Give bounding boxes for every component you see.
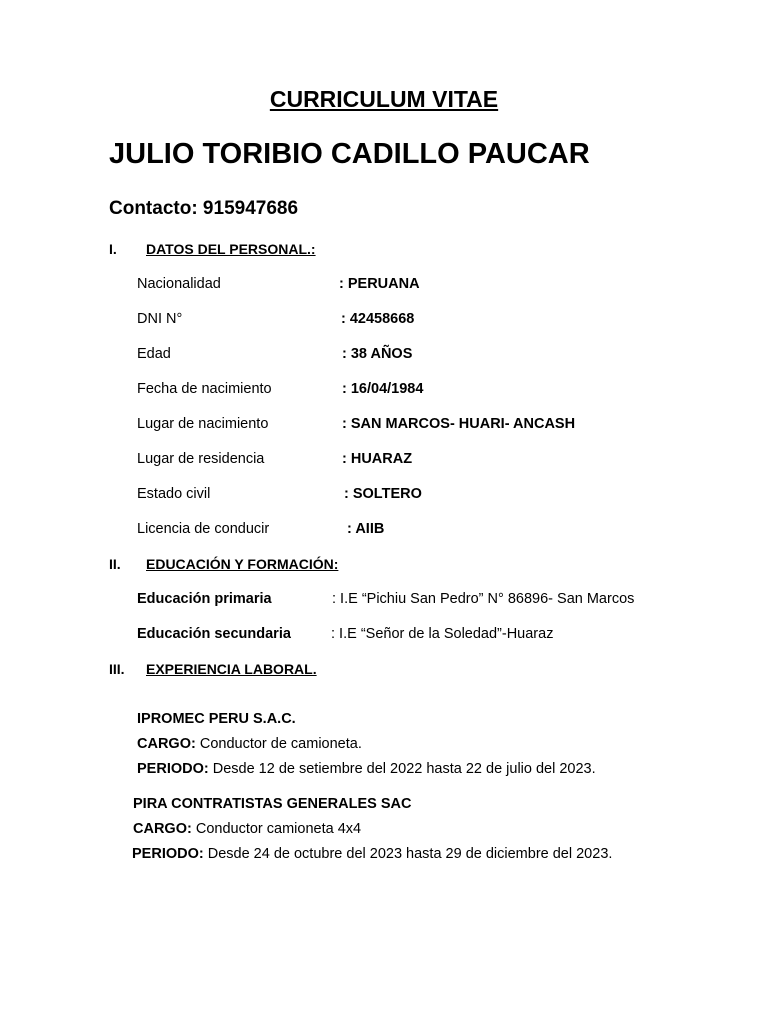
personal-value-licencia: : AIIB <box>347 521 385 537</box>
candidate-name: JULIO TORIBIO CADILLO PAUCAR <box>109 138 590 170</box>
section-number-education: II. <box>109 556 121 572</box>
education-value-secundaria: : I.E “Señor de la Soledad”-Huaraz <box>331 626 554 642</box>
personal-label-licencia: Licencia de conducir <box>137 521 270 537</box>
personal-value-fecha-nacimiento: : 16/04/1984 <box>342 381 424 397</box>
personal-label-lugar-nacimiento: Lugar de nacimiento <box>137 416 269 432</box>
personal-label-nacionalidad: Nacionalidad <box>137 276 221 292</box>
education-label-primaria: Educación primaria <box>137 591 272 607</box>
personal-label-lugar-residencia: Lugar de residencia <box>137 451 265 467</box>
personal-value-dni: : 42458668 <box>341 311 415 327</box>
contact-line: Contacto: 915947686 <box>109 198 299 219</box>
job-cargo-value: Conductor de camioneta. <box>195 736 362 752</box>
section-title-personal: DATOS DEL PERSONAL.: <box>146 241 316 257</box>
job-cargo-line <box>137 736 362 752</box>
personal-value-nacionalidad: : PERUANA <box>339 276 420 292</box>
job-cargo-label: CARGO: <box>133 821 192 837</box>
job-periodo-line <box>137 761 596 777</box>
personal-value-lugar-nacimiento: : SAN MARCOS- HUARI- ANCASH <box>342 416 576 432</box>
job-periodo-value: Desde 12 de setiembre del 2022 hasta 22 de julio del 2023. <box>208 761 596 777</box>
personal-label-dni: DNI N° <box>137 311 183 327</box>
section-title-education: EDUCACIÓN Y FORMACIÓN: <box>146 556 339 572</box>
personal-value-lugar-residencia: : HUARAZ <box>342 451 413 467</box>
personal-value-estado-civil: : SOLTERO <box>344 486 422 502</box>
document-title: CURRICULUM VITAE <box>269 86 499 112</box>
personal-label-fecha-nacimiento: Fecha de nacimiento <box>137 381 272 397</box>
personal-label-estado-civil: Estado civil <box>137 486 211 502</box>
job-periodo-line <box>132 846 612 862</box>
job-cargo-value: Conductor camioneta 4x4 <box>191 821 362 837</box>
job-company: PIRA CONTRATISTAS GENERALES SAC <box>133 796 412 812</box>
job-cargo-line <box>133 821 361 837</box>
section-title-experience: EXPERIENCIA LABORAL. <box>146 661 317 677</box>
job-periodo-value: Desde 24 de octubre del 2023 hasta 29 de diciembre del 2023. <box>203 846 613 862</box>
section-number-personal: I. <box>109 241 117 257</box>
personal-label-edad: Edad <box>137 346 171 362</box>
section-number-experience: III. <box>109 661 125 677</box>
job-cargo-label: CARGO: <box>137 736 196 752</box>
job-periodo-label: PERIODO: <box>137 761 209 777</box>
job-company: IPROMEC PERU S.A.C. <box>137 711 296 727</box>
personal-value-edad: : 38 AÑOS <box>342 346 413 362</box>
job-periodo-label: PERIODO: <box>132 846 204 862</box>
education-label-secundaria: Educación secundaria <box>137 626 291 642</box>
education-value-primaria: : I.E “Pichiu San Pedro” N° 86896- San Marcos <box>332 591 635 607</box>
